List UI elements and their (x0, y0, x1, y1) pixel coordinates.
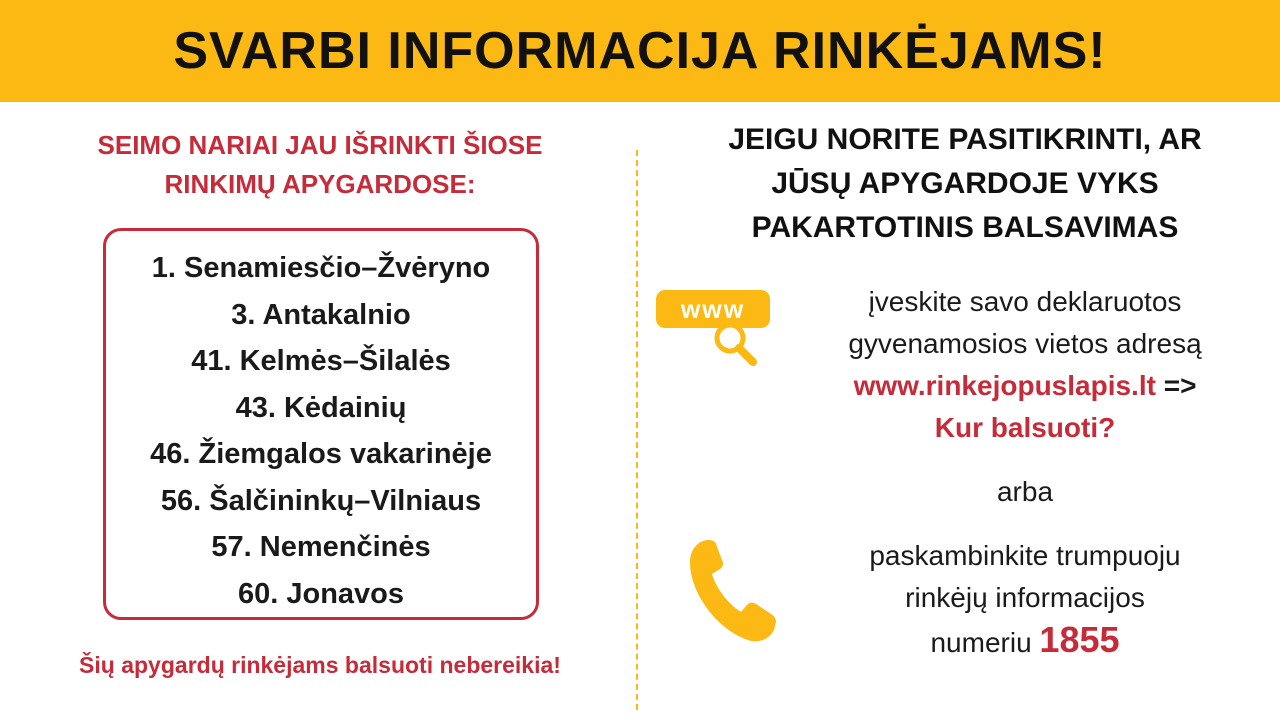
web-line1: įveskite savo deklaruotos (868, 286, 1182, 317)
web-line2: gyvenamosios vietos adresą (848, 328, 1202, 359)
phone-line1: paskambinkite trumpuoju (869, 540, 1181, 571)
list-item: 57. Nemenčinės (211, 531, 431, 563)
phone-instructions (780, 535, 1270, 664)
list-item: 56. Šalčininkų–Vilniaus (160, 484, 482, 517)
phone-number[interactable]: 1855 (1039, 619, 1120, 660)
left-heading (20, 126, 620, 204)
district-list-box (103, 228, 539, 620)
arrow-text: => (1155, 370, 1197, 401)
or-text: arba (996, 476, 1054, 507)
phone-line3-prefix: numeriu (930, 627, 1040, 658)
website-link[interactable]: www.rinkejopuslapis.lt (853, 370, 1156, 401)
left-heading-line2: RINKIMŲ APYGARDOSE: (164, 169, 476, 199)
right-heading-line2: JŪSŲ APYGARDOJE VYKS (771, 167, 1159, 200)
where-to-vote-link[interactable]: Kur balsuoti? (934, 412, 1116, 443)
right-heading (650, 118, 1280, 250)
list-item: 46. Žiemgalos vakarinėje (150, 438, 492, 470)
right-heading-line3: PAKARTOTINIS BALSAVIMAS (751, 211, 1179, 244)
list-item: 3. Antakalnio (231, 298, 411, 331)
list-item: 60. Jonavos (237, 577, 405, 610)
www-icon-text: www (680, 296, 746, 324)
district-list (106, 245, 536, 617)
right-heading-line1: JEIGU NORITE PASITIKRINTI, AR (728, 123, 1202, 156)
list-item: 43. Kėdainių (235, 391, 407, 424)
list-item: 41. Kelmės–Šilalės (191, 345, 451, 377)
web-url-line (780, 365, 1270, 407)
phone-line2: rinkėjų informacijos (905, 582, 1145, 613)
left-heading-line1: SEIMO NARIAI JAU IŠRINKTI ŠIOSE (97, 130, 543, 160)
header-banner (0, 0, 1280, 102)
column-divider (636, 150, 638, 710)
left-footer-note: Šių apygardų rinkėjams balsuoti nebereikia! (79, 652, 561, 678)
list-item: 1. Senamiesčio–Žvėryno (151, 252, 491, 284)
page-title: SVARBI INFORMACIJA RINKĖJAMS! (173, 22, 1107, 80)
web-instructions (780, 281, 1270, 449)
phone-line3 (780, 619, 1270, 664)
www-search-icon (654, 286, 772, 366)
phone-icon (686, 534, 776, 644)
